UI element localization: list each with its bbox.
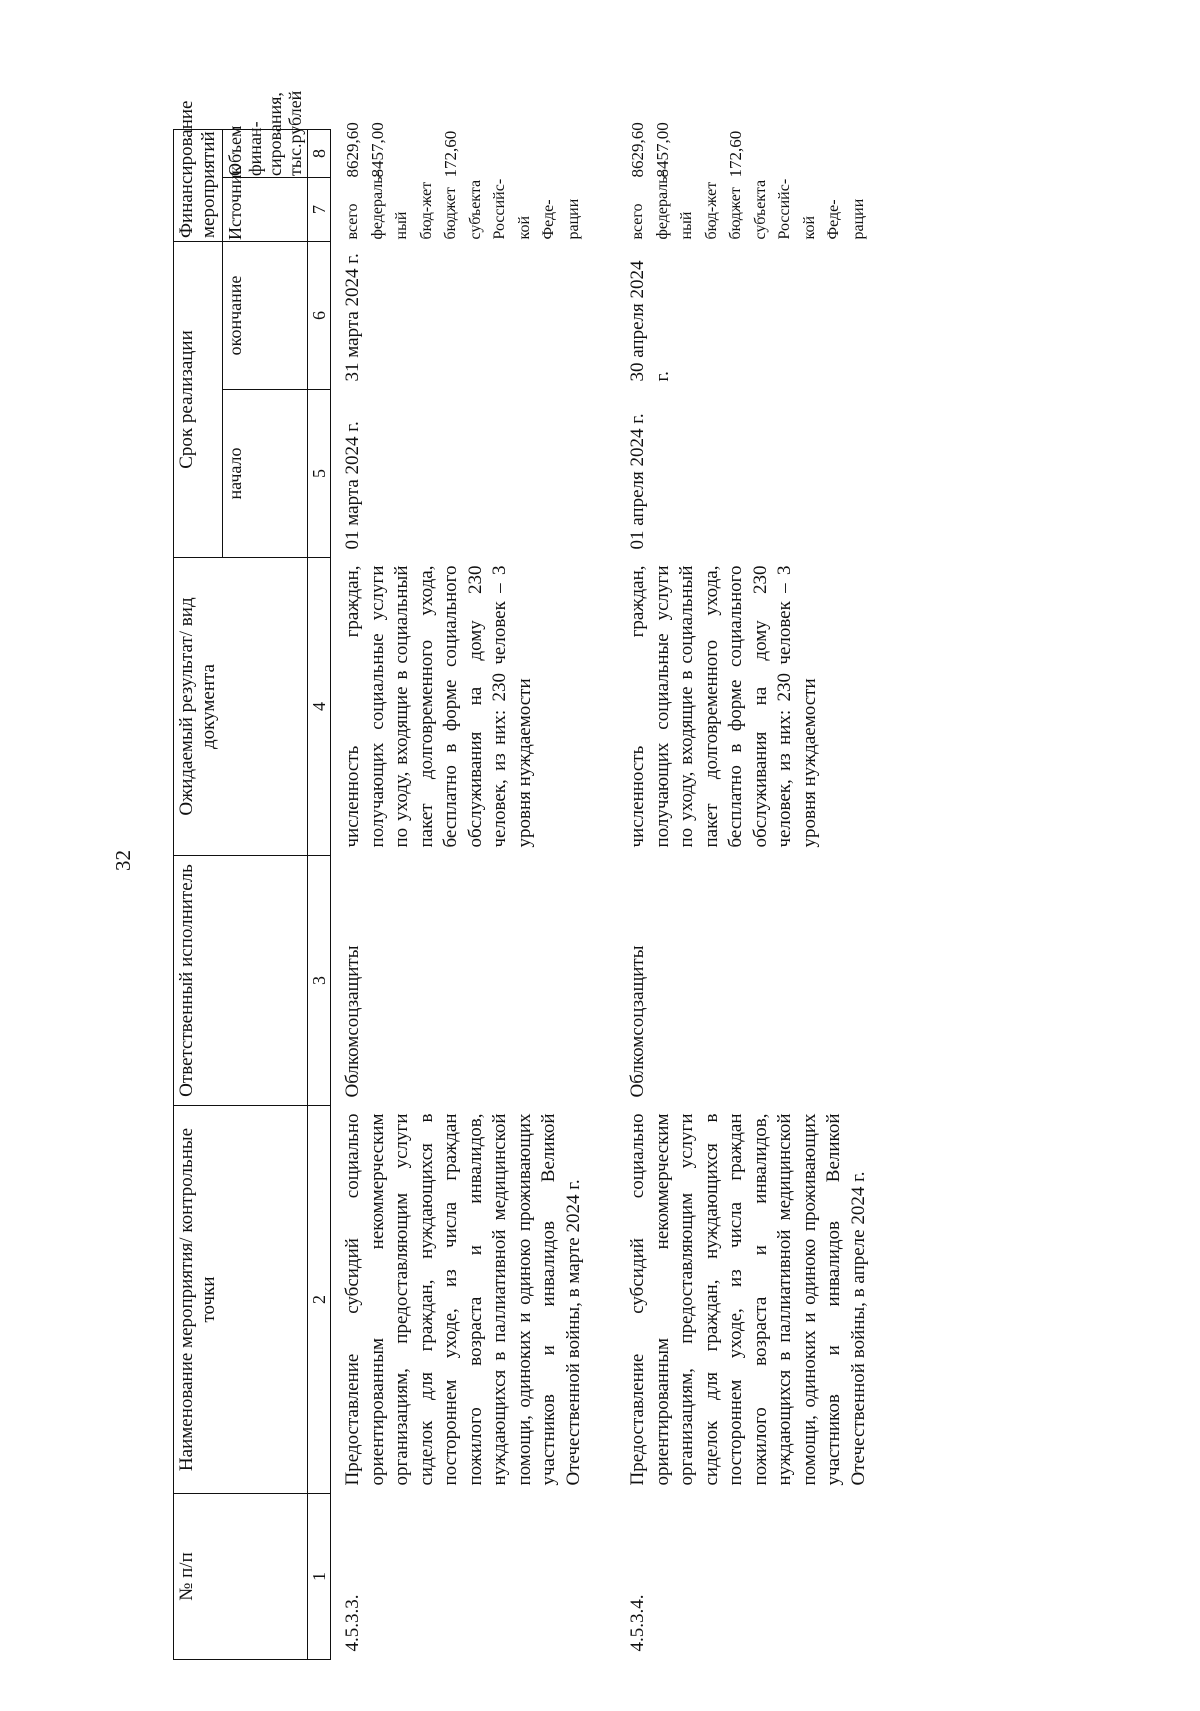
activity-name: Предоставление субсидий социально ориентированным некоммерческим организациям, предоставляющим услуги сиделок для граждан, нуждающихся в постороннем уходе, из числа граждан пожилого возраста и инвалидов, нуждающихся в паллиативной медицинской помощи, одиноких и одиноко проживающих участников и инвалидов Великой Отечественной войны, в апреле 2024 г.: [627, 1113, 869, 1486]
header-col-amount: Объем финан-сирования, тыс.рублей: [223, 129, 308, 177]
executor: Облкомсоцзащиты: [627, 945, 648, 1098]
column-number: 2: [308, 1106, 331, 1494]
table-row: [331, 129, 617, 1659]
header-col-source: Источник: [223, 177, 308, 241]
header-col-period: Срок реализации: [174, 241, 223, 557]
funding-source: федераль-ный бюд-жет: [368, 171, 435, 240]
funding-amount: 8457,00: [367, 122, 387, 178]
header-col-name: Наименование мероприятия/ контрольные точки: [174, 1106, 308, 1494]
column-number: 1: [308, 1494, 331, 1660]
funding-amount: 8629,60: [628, 122, 647, 178]
header-col-start: начало: [223, 390, 308, 558]
header-col-end: окончание: [223, 241, 308, 389]
header-col-number: № п/п: [174, 1494, 308, 1660]
funding-source: всего: [629, 203, 646, 240]
column-number: 8: [308, 129, 331, 177]
header-col-financing: Финансирование мероприятий: [174, 129, 223, 241]
executor: Облкомсоцзащиты: [342, 945, 363, 1098]
row-number: 4.5.3.3.: [342, 1594, 363, 1652]
table-row: [616, 129, 901, 1659]
expected-result: численность граждан, получающих социальные услуги по уходу, входящие в социальный пакет долговременного ухода, бесплатно в форме социального обслуживания на дому 230 человек, из них: 230 человек – 3 уровня нуждаемости: [342, 565, 535, 848]
funding-amount: 172,60: [726, 130, 745, 178]
funding-source: всего: [344, 203, 361, 240]
funding-sources: [331, 171, 617, 241]
start-date: 01 апреля 2024 г.: [627, 413, 648, 550]
page-number: 32: [111, 850, 135, 871]
row-number: 4.5.3.4.: [627, 1594, 648, 1652]
column-number: 6: [308, 241, 331, 389]
funding-sources: [616, 171, 901, 241]
funding-amount: 8629,60: [343, 122, 362, 178]
funding-amounts: [616, 122, 901, 178]
rotated-table-container: [173, 90, 1033, 1660]
funding-amount: 172,60: [441, 130, 460, 178]
funding-amounts: [331, 122, 617, 178]
end-date: 31 марта 2024 г.: [342, 253, 363, 382]
end-date: 30 апреля 2024 г.: [627, 260, 673, 382]
expected-result: численность граждан, получающих социальные услуги по уходу, входящие в социальный пакет долговременного ухода, бесплатно в форме социального обслуживания на дому 230 человек, из них: 230 человек – 3 уровня нуждаемости: [627, 565, 820, 848]
column-number: 5: [308, 390, 331, 558]
column-number: 7: [308, 177, 331, 241]
header-col-result: Ожидаемый результат/ вид документа: [174, 558, 308, 856]
funding-source: бюджет субъекта Российс-кой Феде-рации: [727, 178, 867, 240]
activities-table: [173, 90, 901, 1660]
header-col-executor: Ответственный исполнитель: [174, 856, 308, 1106]
funding-source: бюджет субъекта Российс-кой Феде-рации: [442, 178, 582, 240]
activity-name: Предоставление субсидий социально ориентированным некоммерческим организациям, предоставляющим услуги сиделок для граждан, нуждающихся в постороннем уходе, из числа граждан пожилого возраста и инвалидов, нуждающихся в паллиативной медицинской помощи, одиноких и одиноко проживающих участников и инвалидов Великой Отечественной войны, в марте 2024 г.: [342, 1113, 584, 1486]
column-number: 3: [308, 856, 331, 1106]
start-date: 01 марта 2024 г.: [342, 421, 363, 550]
column-number: 4: [308, 558, 331, 856]
funding-source: федераль-ный бюд-жет: [653, 171, 720, 240]
column-number-row: [308, 129, 331, 1659]
header-row-1: [174, 129, 223, 1659]
funding-amount: 8457,00: [652, 122, 672, 178]
